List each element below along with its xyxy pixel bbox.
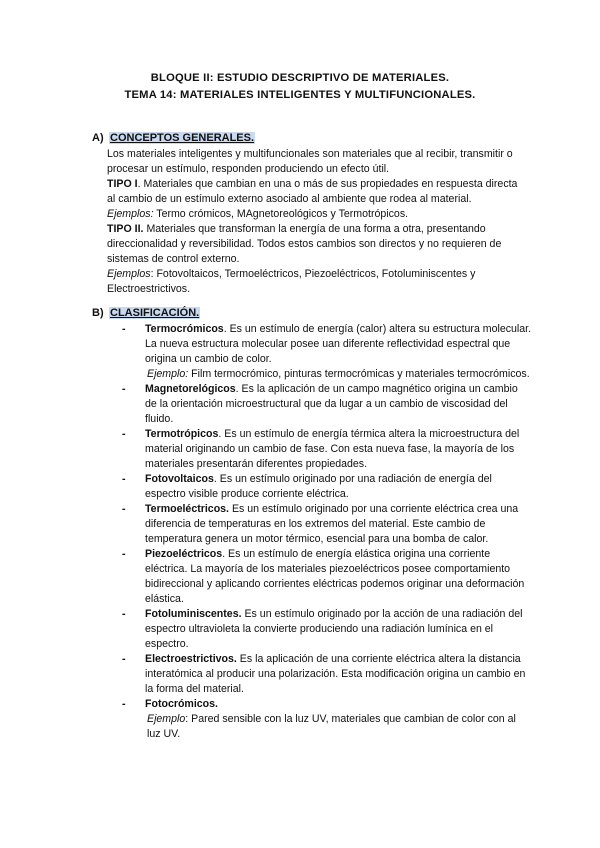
- section-a-body: [107, 147, 527, 297]
- tipo2-label: TIPO II.: [107, 223, 144, 235]
- item-term: Magnetorelógicos: [145, 383, 236, 395]
- bullet-dash: -: [122, 548, 126, 560]
- item-example: [145, 712, 532, 742]
- item-example-text: : Pared sensible con la luz UV, materiales que cambian de color con al luz UV.: [147, 713, 516, 740]
- item-example-label: Ejemplo:: [147, 368, 189, 380]
- item-body: [145, 472, 532, 502]
- list-item: [122, 607, 532, 652]
- item-term: Electroestrictivos.: [145, 653, 237, 665]
- section-a-heading: [92, 132, 255, 144]
- item-term: Fotovoltaicos: [145, 473, 214, 485]
- list-item: [122, 502, 532, 547]
- bullet-dash: -: [122, 473, 126, 485]
- section-a-title: CONCEPTOS GENERALES.: [110, 132, 255, 144]
- item-term: Piezoeléctricos: [145, 548, 223, 560]
- item-text: Es la aplicación de una corriente eléctrica altera la distancia interatómica al producir una polarización. Esta modificación origina un cambio en la forma del material.: [145, 653, 526, 695]
- bullet-dash: -: [122, 383, 126, 395]
- item-text: Es un estímulo originado por una corriente eléctrica crea una diferencia de temperaturas en los extremos del material. Este cambio de temperatura genera un motor térmico, esencial para una bomba de calor.: [145, 503, 519, 545]
- bullet-dash: -: [122, 653, 126, 665]
- tipo1-example: [107, 207, 527, 222]
- item-term: Fotocrómicos.: [145, 698, 218, 710]
- item-text: . Es un estímulo de energía elástica origina una corriente eléctrica. La mayoría de los materiales piezoeléctricos posee comportamiento bidireccional y aplicando corrientes eléctricas podemos originar una deformación elástica.: [145, 548, 525, 605]
- tipo1-text: . Materiales que cambian en una o más de sus propiedades en respuesta directa al cambio de un estímulo externo asociado al ambiente que rodea al material.: [107, 178, 518, 205]
- tipo2-example-text: : Fotovoltaicos, Termoeléctricos, Piezoeléctricos, Fotoluminiscentes y Electroestrictivos.: [107, 268, 476, 295]
- tipo1-paragraph: [107, 177, 527, 207]
- bullet-dash: -: [122, 503, 126, 515]
- item-example-label: Ejemplo: [147, 713, 186, 725]
- item-example: [145, 367, 532, 382]
- list-item: [122, 427, 532, 472]
- tipo2-text: Materiales que transforman la energía de una forma a otra, presentando direccionalidad y reversibilidad. Todos estos cambios son directos y no requieren de sistemas de control externo.: [107, 223, 502, 265]
- bullet-dash: -: [122, 698, 126, 710]
- item-text: Es un estímulo originado por la acción de una radiación del espectro ultravioleta la convierte produciendo una radiación lumínica en el espectro.: [145, 608, 523, 650]
- item-text: . Es un estímulo de energía (calor) altera su estructura molecular. La nueva estructura molecular posee uan diferente reflectividad espectral que origina un cambio de color.: [145, 323, 532, 365]
- list-item: [122, 472, 532, 502]
- header-line-1: BLOQUE II: ESTUDIO DESCRIPTIVO DE MATERIALES.: [150, 72, 450, 84]
- section-b-heading: [92, 307, 200, 319]
- item-text: . Es un estímulo de energía térmica altera la microestructura del material originando un cambio de fase. Con esta nueva fase, la mayoría de los materiales presentarán diferentes propiedades.: [145, 428, 520, 470]
- tipo2-example: [107, 267, 527, 297]
- item-term: Fotoluminiscentes.: [145, 608, 242, 620]
- list-item: [122, 322, 532, 382]
- item-body: [145, 427, 532, 472]
- bullet-dash: -: [122, 323, 126, 335]
- section-b-title: CLASIFICACIÓN.: [110, 307, 200, 319]
- item-body: [145, 382, 532, 427]
- item-example-text: Film termocrómico, pinturas termocrómicas y materiales termocrómicos.: [188, 368, 530, 380]
- classification-list: [122, 322, 532, 742]
- item-body: [145, 322, 532, 367]
- intro-paragraph: Los materiales inteligentes y multifuncionales son materiales que al recibir, transmitir o procesar un estímulo, responden produciendo un efecto útil.: [107, 148, 513, 175]
- list-item: [122, 652, 532, 697]
- item-text: . Es la aplicación de un campo magnético origina un cambio de la orientación microestructural que da lugar a un cambio de viscosidad del fluido.: [145, 383, 518, 425]
- section-a-letter: A): [92, 132, 104, 144]
- item-body: [145, 697, 532, 712]
- item-body: [145, 607, 532, 652]
- item-body: [145, 547, 532, 607]
- header-line-2: TEMA 14: MATERIALES INTELIGENTES Y MULTIFUNCIONALES.: [124, 89, 476, 101]
- section-b-letter: B): [92, 307, 104, 319]
- item-body: [145, 652, 532, 697]
- list-item: [122, 697, 532, 742]
- list-item: [122, 382, 532, 427]
- item-body: [145, 502, 532, 547]
- bullet-dash: -: [122, 608, 126, 620]
- bullet-dash: -: [122, 428, 126, 440]
- tipo1-example-text: Termo crómicos, MAgnetoreológicos y Termotrópicos.: [153, 208, 409, 220]
- list-item: [122, 547, 532, 607]
- item-term: Termocrómicos: [145, 323, 224, 335]
- tipo1-example-label: Ejemplos:: [107, 208, 154, 220]
- item-text: . Es un estímulo originado por una radiación de energía del espectro visible produce corriente eléctrica.: [145, 473, 492, 500]
- tipo2-example-label: Ejemplos: [107, 268, 151, 280]
- item-term: Termoeléctricos.: [145, 503, 229, 515]
- tipo2-paragraph: [107, 222, 527, 267]
- tipo1-label: TIPO I: [107, 178, 138, 190]
- item-term: Termotrópicos: [145, 428, 219, 440]
